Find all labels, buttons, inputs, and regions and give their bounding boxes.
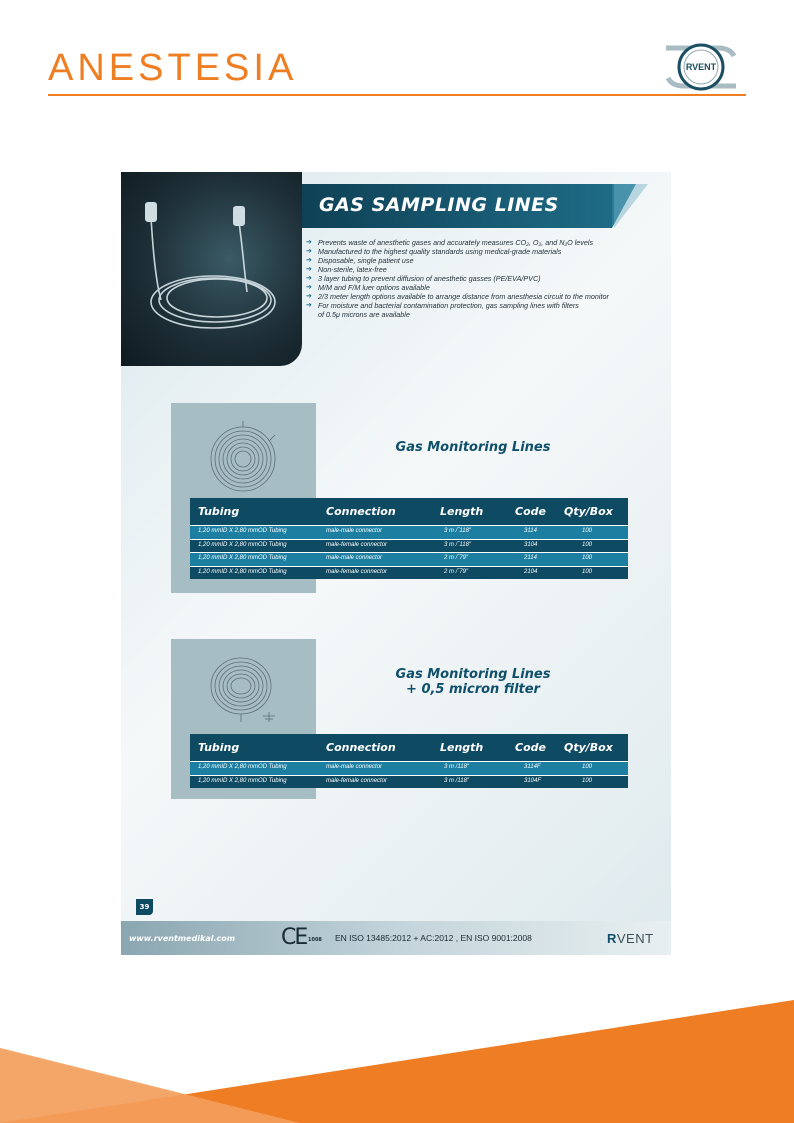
feature-list (306, 238, 666, 319)
coil-filter-diagram-icon (203, 654, 293, 726)
cell-code: 3104 (524, 541, 538, 548)
section-title-1: Gas Monitoring Lines (395, 440, 551, 455)
arrow-icon: ➔ (306, 275, 312, 282)
cell-length: 3 m /118″ (444, 777, 470, 784)
cell-code: 3114 (524, 528, 537, 534)
rvent-logo (660, 38, 742, 96)
cell-connection: male-female connector (326, 777, 388, 784)
product-photo (121, 172, 302, 366)
table-row (190, 552, 628, 566)
sheet-footer (121, 921, 671, 955)
header-code: Code (515, 741, 546, 754)
cell-code: 2104 (524, 568, 538, 575)
cell-code: 2114 (524, 555, 537, 561)
table-header (190, 734, 628, 761)
feature-item: ➔ Prevents waste of anesthetic gases and accurately measures CO₂, O₂, and N₂O levels (306, 238, 594, 247)
header-tubing: Tubing (198, 505, 240, 518)
iso-certification: EN ISO 13485:2012 + AC:2012 , EN ISO 9001:2008 (335, 933, 532, 943)
page-number: 39 (136, 899, 153, 915)
cell-length: 3 m /118″ (444, 764, 470, 770)
feature-item-continued: of 0.5μ microns are available (318, 310, 410, 319)
table-header (190, 498, 628, 525)
coil-diagram-icon (203, 419, 283, 499)
feature-item: ➔ 3 layer tubing to prevent diffusion of anesthetic gasses (PE/EVA/PVC) (306, 274, 541, 283)
arrow-icon: ➔ (306, 239, 312, 246)
arrow-icon: ➔ (306, 284, 312, 291)
header-qty: Qty/Box (564, 741, 613, 754)
feature-item: ➔ Manufactured to the highest quality standards using medical-grade materials (306, 247, 562, 256)
cell-qty: 100 (582, 568, 593, 575)
table-row (190, 761, 628, 775)
header-length: Length (440, 505, 484, 518)
bottom-orange-wave (0, 1000, 794, 1123)
header-length: Length (440, 741, 484, 754)
cell-connection: male-female connector (326, 568, 388, 575)
section-title-2b: + 0,5 micron filter (406, 682, 540, 697)
header-tubing: Tubing (198, 741, 240, 754)
cell-connection: male-female connector (326, 541, 388, 548)
cell-tubing: 1,20 mmID X 2,80 mmOD Tubing (198, 541, 287, 548)
header-connection: Connection (326, 505, 396, 518)
website-link[interactable]: www.rventmedikal.com (129, 934, 236, 943)
product-title: GAS SAMPLING LINES (319, 194, 559, 216)
table-row (190, 539, 628, 553)
cell-connection: male-male connector (326, 555, 383, 561)
footer-logo-r: R (607, 931, 617, 946)
feature-item: ➔ For moisture and bacterial contamination protection, gas sampling lines with filters (306, 301, 579, 310)
cell-tubing: 1,20 mmID X 2,80 mmOD Tubing (198, 555, 287, 561)
cell-qty: 100 (582, 541, 593, 548)
cell-length: 3 m /˝118″ (444, 541, 472, 548)
cell-tubing: 1,20 mmID X 2,80 mmOD Tubing (198, 568, 287, 575)
cell-tubing: 1,20 mmID X 2,80 mmOD Tubing (198, 528, 287, 534)
ce-number: 1008 (308, 937, 322, 943)
ce-mark-icon: CE (281, 925, 307, 950)
feature-item: ➔ Non-sterile, latex-free (306, 265, 387, 274)
arrow-icon: ➔ (306, 293, 312, 300)
header-rule (48, 94, 746, 96)
section-title-2a: Gas Monitoring Lines (395, 667, 551, 682)
cell-tubing: 1,20 mmID X 2,80 mmOD Tubing (198, 777, 287, 784)
arrow-icon: ➔ (306, 266, 312, 273)
cell-connection: male-male connector (326, 528, 383, 534)
cell-tubing: 1,20 mmID X 2,80 mmOD Tubing (198, 764, 287, 770)
arrow-icon: ➔ (306, 302, 312, 309)
feature-item: ➔ 2/3 meter length options available to arrange distance from anesthesia circuit to the monitor (306, 292, 609, 301)
cell-code: 3114F (524, 764, 541, 770)
cell-qty: 100 (582, 555, 593, 561)
header-connection: Connection (326, 741, 396, 754)
product-table-1 (190, 498, 628, 579)
footer-logo-rest: VENT (616, 931, 654, 946)
arrow-icon: ➔ (306, 257, 312, 264)
cell-qty: 100 (582, 777, 593, 784)
cell-connection: male-male connector (326, 764, 383, 770)
header-qty: Qty/Box (564, 505, 613, 518)
svg-text:RVENT: RVENT (685, 62, 717, 72)
header-code: Code (515, 505, 546, 518)
cell-code: 3104F (524, 777, 542, 784)
arrow-icon: ➔ (306, 248, 312, 255)
cell-length: 3 m /˝118″ (444, 528, 472, 534)
table-row (190, 566, 628, 580)
feature-item: ➔ M/M and F/M luer options available (306, 283, 430, 292)
cell-qty: 100 (582, 528, 593, 534)
footer-logo (607, 931, 654, 946)
cell-qty: 100 (582, 764, 593, 770)
catalog-sheet (121, 172, 671, 955)
cell-length: 2 m /˝79″ (444, 555, 469, 561)
tubing-coil-image (121, 172, 302, 366)
table-row (190, 525, 628, 539)
table-row (190, 775, 628, 789)
cell-length: 2 m /˝79″ (444, 568, 469, 575)
product-table-2 (190, 734, 628, 788)
page-title: ANESTESIA (48, 47, 298, 89)
feature-item: ➔ Disposable, single patient use (306, 256, 414, 265)
banner-tip-accent (614, 184, 648, 228)
